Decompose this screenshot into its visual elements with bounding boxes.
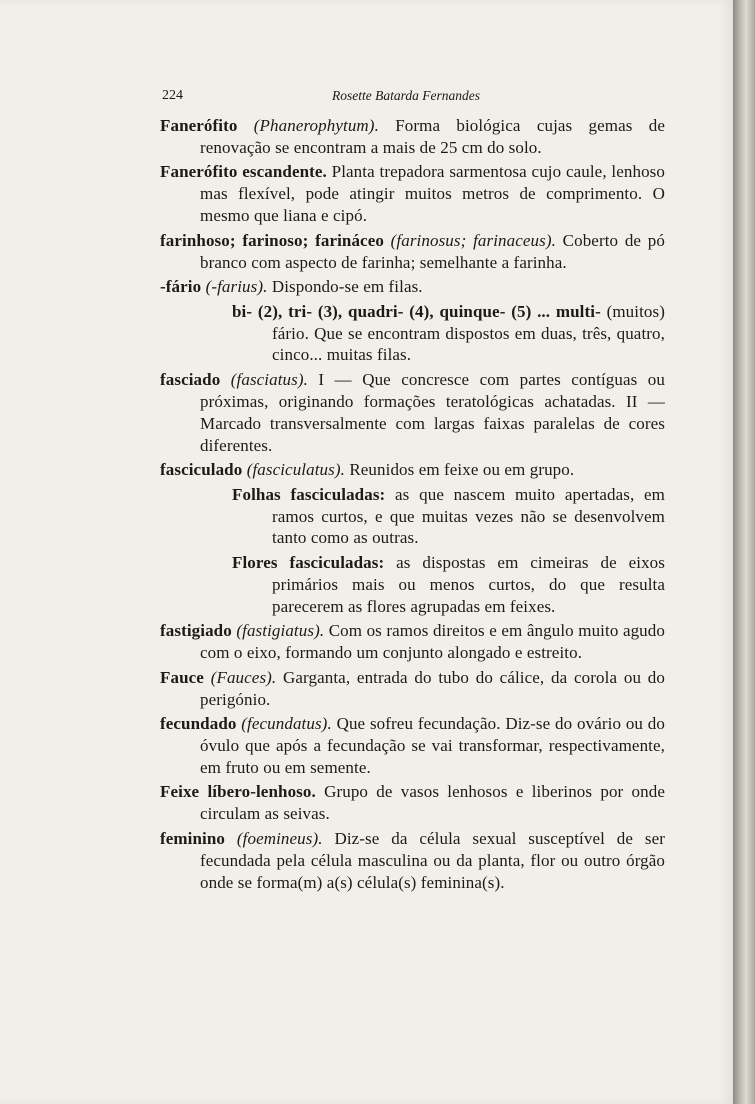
glossary-entry bbox=[160, 369, 665, 457]
entry-definition: Grupo de vasos lenhosos e liberinos por onde circulam as seivas. bbox=[200, 782, 666, 824]
page-header bbox=[162, 88, 672, 110]
entry-latin: (-farius). bbox=[205, 277, 268, 297]
running-title: Rosette Batarda Fernandes bbox=[332, 88, 480, 103]
glossary-subentry bbox=[160, 552, 665, 618]
entry-latin: (fastigiatus). bbox=[236, 621, 325, 641]
entry-headword: farinhoso; farinoso; farináceo bbox=[160, 230, 384, 250]
entry-headword: fasciado bbox=[160, 369, 221, 389]
glossary-entry bbox=[160, 713, 665, 779]
entry-latin: (fecundatus). bbox=[241, 714, 332, 734]
entry-latin: (Fauces). bbox=[210, 667, 277, 687]
entry-headword: Fauce bbox=[160, 667, 204, 687]
entry-latin: (Phanerophytum). bbox=[253, 116, 379, 135]
entry-latin: (fasciculatus). bbox=[246, 460, 345, 480]
entry-headword: Fanerófito escandente. bbox=[160, 162, 327, 182]
entry-headword: bi- (2), tri- (3), quadri- (4), quinque- (5) ... multi- bbox=[232, 301, 601, 321]
entry-headword: -fário bbox=[160, 277, 202, 297]
entry-latin: (foemineus). bbox=[236, 828, 323, 848]
entry-definition: Com os ramos direitos e em ângulo muito agudo com o eixo, formando um conjunto alongado e estreito. bbox=[200, 621, 665, 663]
entry-headword: Folhas fasciculadas: bbox=[232, 484, 386, 504]
glossary-entry bbox=[160, 781, 665, 825]
entry-headword: fecundado bbox=[160, 714, 237, 734]
entry-headword: fasciculado bbox=[160, 460, 243, 480]
glossary-entry bbox=[160, 230, 665, 274]
entry-definition: Coberto de pó branco com aspecto de farinha; semelhante a farinha. bbox=[200, 230, 665, 272]
glossary-entry bbox=[160, 115, 665, 159]
entry-definition: Que sofreu fecundação. Diz-se do ovário ou do óvulo que após a fecundação se vai transformar, respectivamente, em fruto ou em semente. bbox=[200, 714, 665, 777]
entry-headword: Feixe líbero-lenhoso. bbox=[160, 782, 316, 802]
entry-definition: Garganta, entrada do tubo do cálice, da corola ou do perigónio. bbox=[200, 667, 665, 709]
glossary-entry bbox=[160, 828, 665, 894]
page-number: 224 bbox=[162, 88, 183, 103]
entry-headword: fastigiado bbox=[160, 621, 232, 641]
glossary-entry bbox=[160, 459, 665, 481]
entry-definition: (muitos) fário. Que se encontram dispostos em duas, três, quatro, cinco... muitas filas. bbox=[272, 301, 665, 365]
glossary-subentry bbox=[160, 301, 665, 367]
entry-definition: Forma biológica cujas gemas de renovação se encontram a mais de 25 cm do solo. bbox=[200, 116, 665, 157]
entry-headword: feminino bbox=[160, 828, 226, 848]
entry-definition: Dispondo-se em filas. bbox=[267, 277, 423, 297]
glossary-entry bbox=[160, 620, 665, 664]
entry-definition: Diz-se da célula sexual susceptível de ser fecundada pela célula masculina ou da planta, flor ou outro órgão onde se forma(m) a(s) célula(s) feminina(s). bbox=[200, 828, 665, 892]
glossary-body bbox=[160, 115, 665, 896]
glossary-entry bbox=[160, 276, 665, 298]
glossary-subentry bbox=[160, 484, 665, 550]
entry-definition: I — Que concresce com partes contíguas ou próximas, originando formações teratológicas achatadas. II — Marcado transversalmente com largas faixas paralelas de cores diferentes. bbox=[200, 369, 665, 455]
glossary-entry bbox=[160, 667, 665, 711]
entry-definition: as dispostas em cimeiras de eixos primários mais ou menos curtos, do que resulta parecerem as flores agrupadas em feixes. bbox=[272, 552, 665, 616]
entry-definition: as que nascem muito apertadas, em ramos curtos, e que muitas vezes não se desenvolvem tanto como as outras. bbox=[272, 484, 666, 548]
entry-definition: Planta trepadora sarmentosa cujo caule, lenhoso mas flexível, pode atingir muitos metros de comprimento. O mesmo que liana e cipó. bbox=[200, 162, 666, 226]
entry-definition: Reunidos em feixe ou em grupo. bbox=[344, 460, 575, 480]
entry-headword: Flores fasciculadas: bbox=[232, 552, 385, 572]
entry-headword: Fanerófito bbox=[160, 116, 238, 135]
entry-latin: (farinosus; farinaceus). bbox=[390, 230, 556, 250]
page-edge bbox=[733, 0, 755, 1104]
glossary-entry bbox=[160, 161, 665, 227]
entry-latin: (fasciatus). bbox=[230, 369, 308, 389]
